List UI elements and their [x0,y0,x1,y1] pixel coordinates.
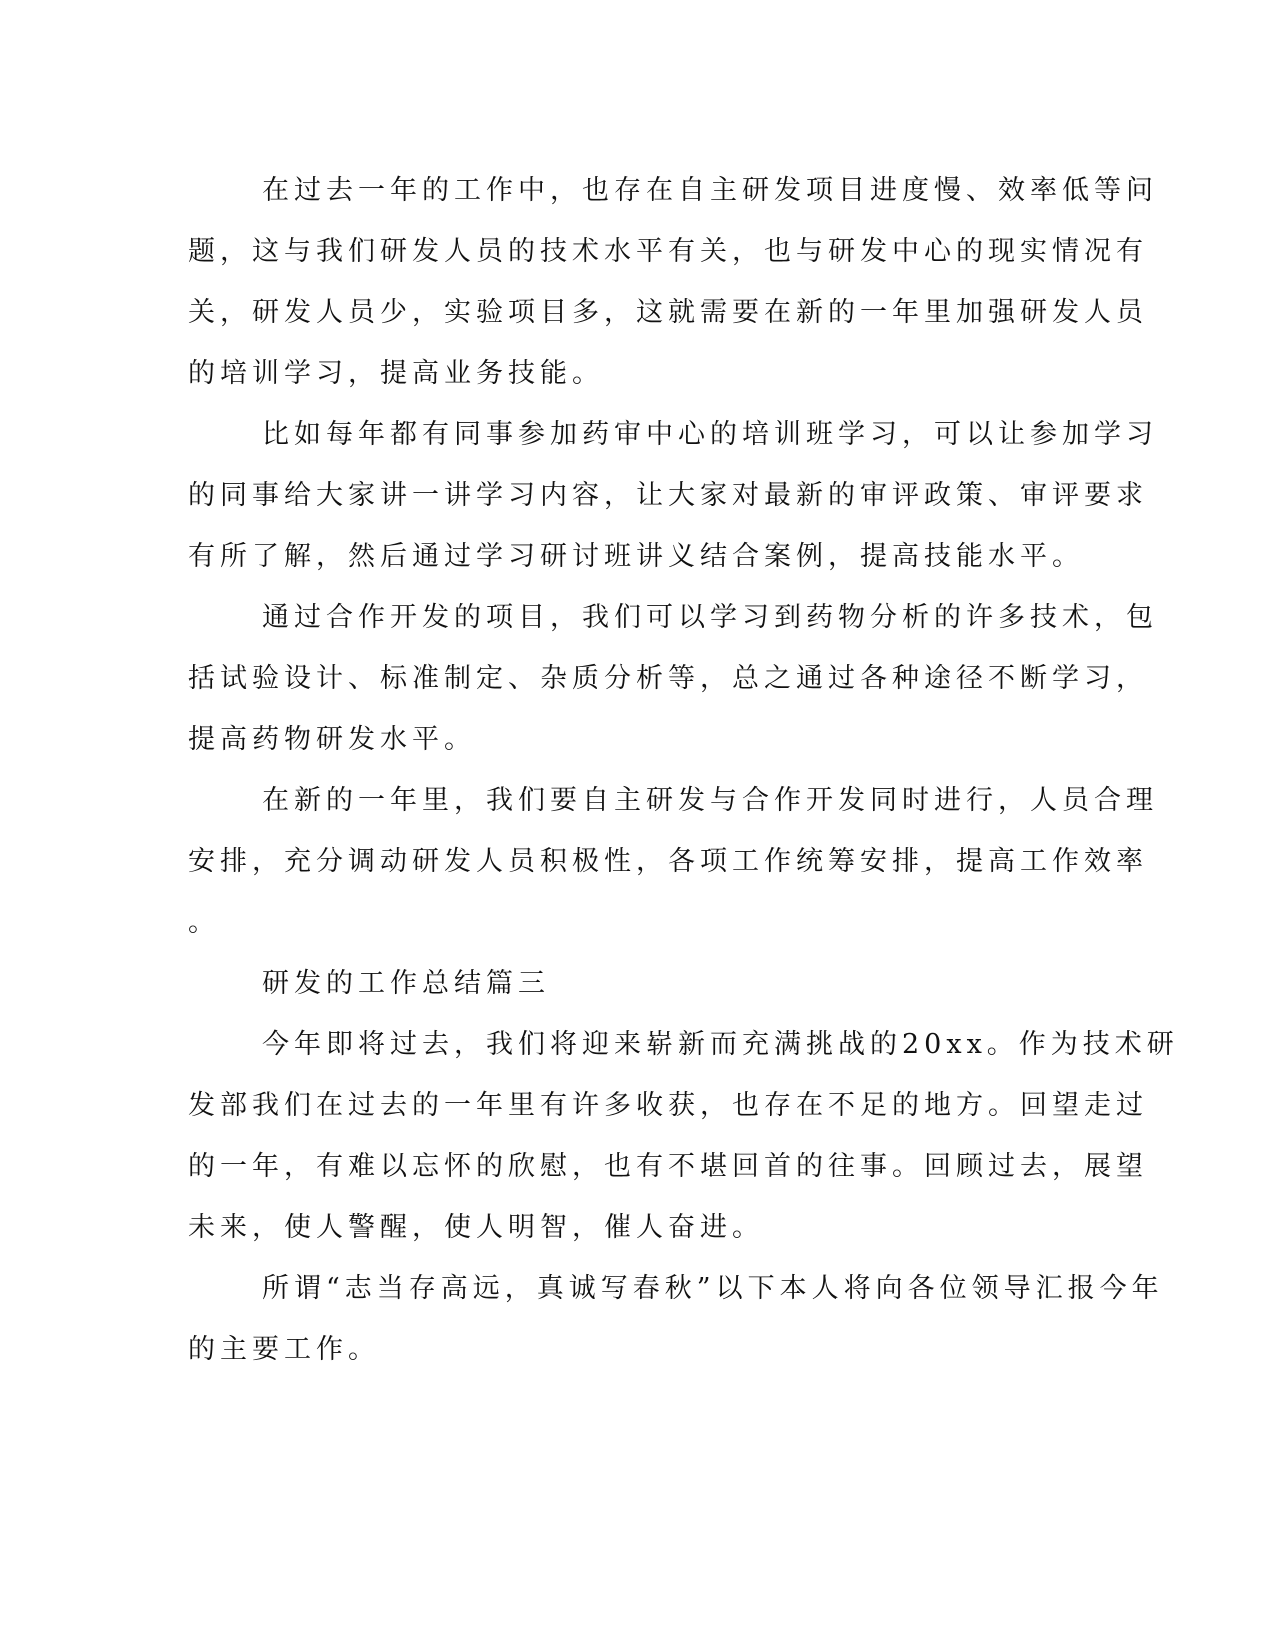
text-line: 比如每年都有同事参加药审中心的培训班学习，可以让参加学习 [262,419,1158,450]
text-line: 通过合作开发的项目，我们可以学习到药物分析的许多技术，包 [262,602,1158,633]
text-line: 的培训学习，提高业务技能。 [188,358,604,389]
section-heading: 研发的工作总结篇三 [262,968,550,999]
text-line: 所谓“志当存高远，真诚写春秋”以下本人将向各位领导汇报今年 [262,1273,1164,1304]
text-line: 的一年，有难以忘怀的欣慰，也有不堪回首的往事。回顾过去，展望 [188,1151,1148,1182]
text-line: 有所了解，然后通过学习研讨班讲义结合案例，提高技能水平。 [188,541,1084,572]
text-line: 发部我们在过去的一年里有许多收获，也存在不足的地方。回望走过 [188,1090,1148,1121]
text-line: 在新的一年里，我们要自主研发与合作开发同时进行，人员合理 [262,785,1158,816]
text-line: 。 [188,907,220,938]
text-line: 括试验设计、标准制定、杂质分析等，总之通过各种途径不断学习， [188,663,1148,694]
text-line: 提高药物研发水平。 [188,724,476,755]
text-line: 题，这与我们研发人员的技术水平有关，也与研发中心的现实情况有 [188,236,1148,267]
text-line: 关，研发人员少，实验项目多，这就需要在新的一年里加强研发人员 [188,297,1148,328]
text-line: 未来，使人警醒，使人明智，催人奋进。 [188,1212,764,1243]
text-line: 今年即将过去，我们将迎来崭新而充满挑战的20xx。作为技术研 [262,1029,1179,1060]
text-line: 的主要工作。 [188,1334,380,1365]
text-line: 的同事给大家讲一讲学习内容，让大家对最新的审评政策、审评要求 [188,480,1148,511]
text-line: 安排，充分调动研发人员积极性，各项工作统筹安排，提高工作效率 [188,846,1148,877]
document-body [188,160,1179,1380]
text-line: 在过去一年的工作中，也存在自主研发项目进度慢、效率低等问 [262,175,1158,206]
